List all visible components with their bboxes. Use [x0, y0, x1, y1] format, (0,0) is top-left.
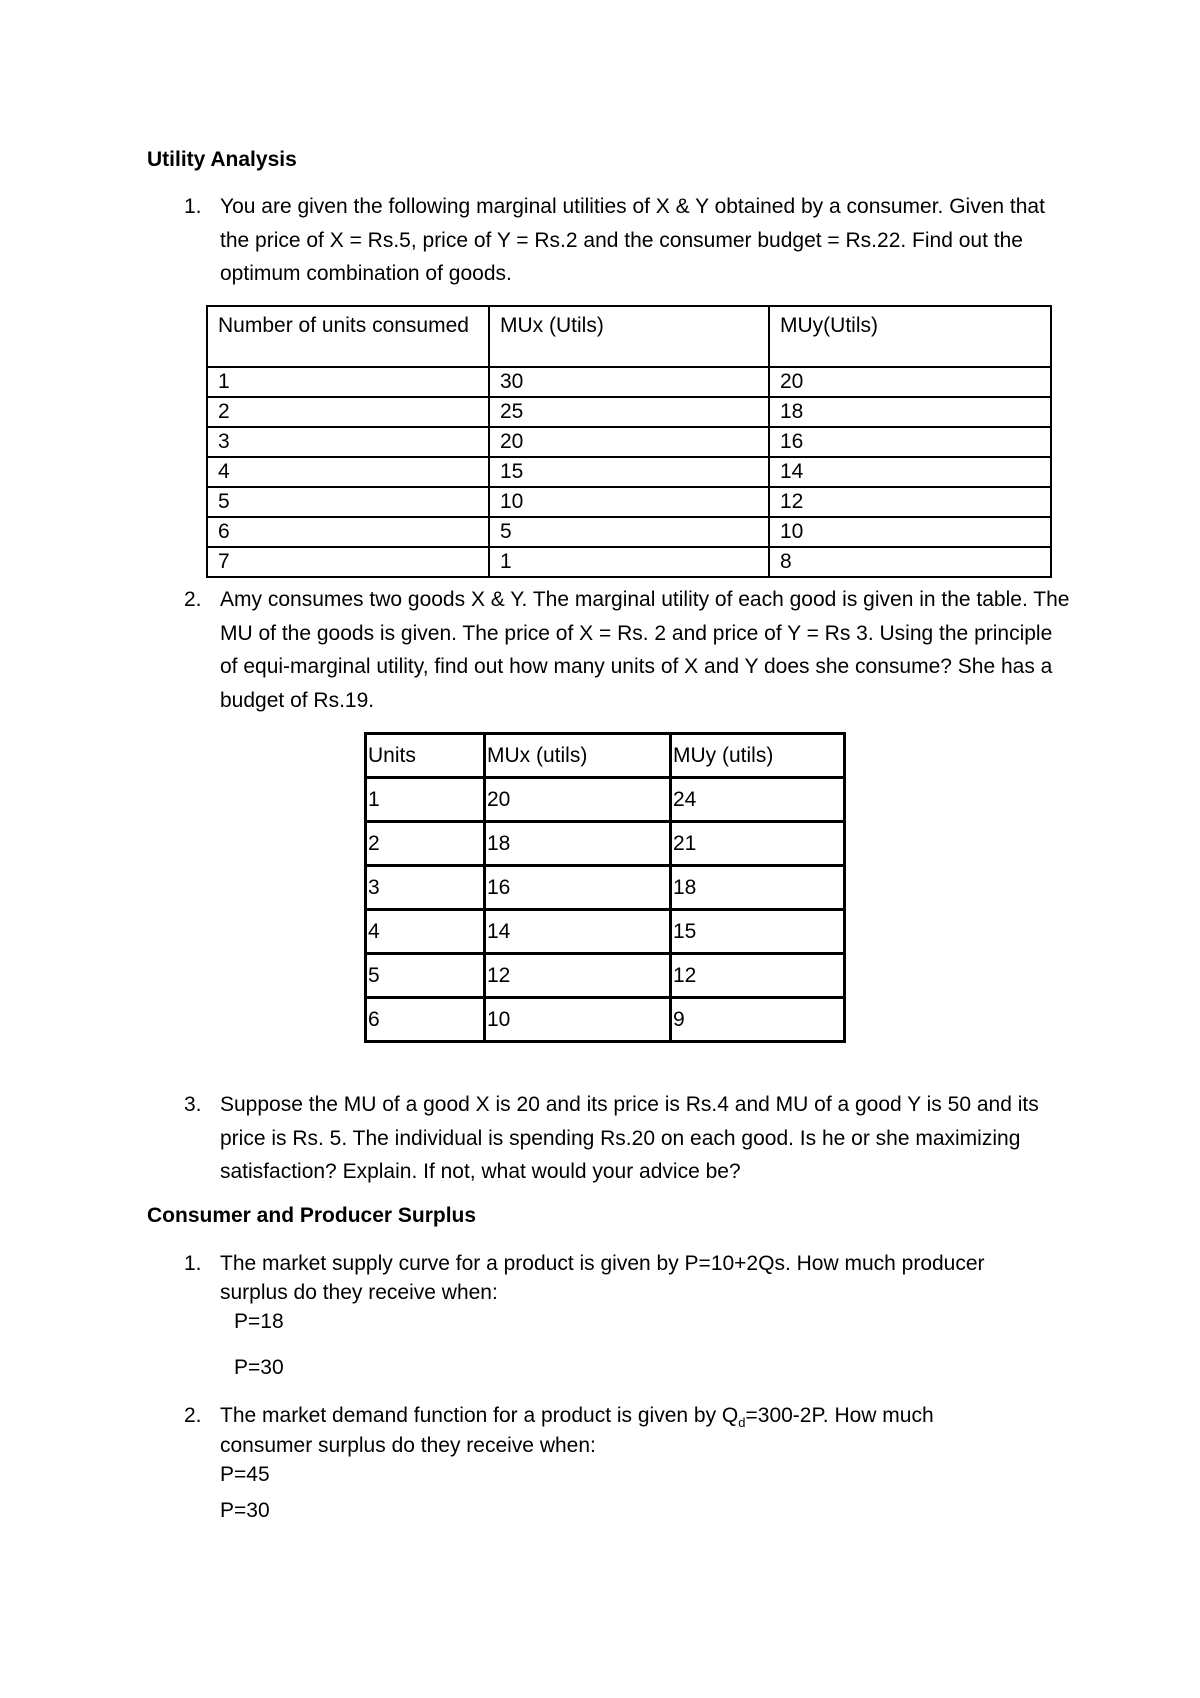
question-text-part: The market demand function for a product is given by Q — [220, 1404, 739, 1427]
table-cell: 9 — [671, 998, 845, 1042]
question-number: 2. — [184, 1404, 202, 1427]
table-header-cell: MUx (Utils) — [489, 306, 769, 367]
table-cell: 2 — [366, 822, 485, 866]
table-cell: 20 — [769, 367, 1051, 397]
table-cell: 5 — [207, 487, 489, 517]
price-value: P=30 — [234, 1356, 284, 1379]
table-cell: 1 — [366, 778, 485, 822]
price-value: P=45 — [220, 1463, 270, 1486]
section-heading-surplus: Consumer and Producer Surplus — [147, 1204, 477, 1227]
table-cell: 16 — [485, 866, 671, 910]
table-cell: 18 — [769, 397, 1051, 427]
question-text: Suppose the MU of a good X is 20 and its price is Rs.4 and MU of a good Y is 50 and its price is Rs. 5. The individual is spending Rs.20 on each good. Is he or she maximizing satisfaction? Explain. If not, what would your advice be? — [220, 1093, 1039, 1183]
table-cell: 12 — [485, 954, 671, 998]
price-value: P=18 — [234, 1310, 284, 1333]
table-row — [207, 397, 1051, 427]
table-cell: 14 — [485, 910, 671, 954]
marginal-utility-table-1 — [206, 305, 1052, 578]
question-text-line: The market supply curve for a product is given by P=10+2Qs. How much producer — [220, 1252, 985, 1275]
table-header-row — [207, 306, 1051, 367]
table-cell: 16 — [769, 427, 1051, 457]
table-cell: 21 — [671, 822, 845, 866]
table-cell: 30 — [489, 367, 769, 397]
table-cell: 5 — [366, 954, 485, 998]
question-text-line: surplus do they receive when: — [220, 1281, 498, 1304]
table-row — [366, 866, 845, 910]
table-cell: 1 — [207, 367, 489, 397]
table-cell: 3 — [207, 427, 489, 457]
question-number: 1. — [184, 1252, 202, 1275]
table-row — [366, 778, 845, 822]
table-header-cell: Units — [366, 734, 485, 778]
question-number: 1. — [184, 195, 202, 218]
table-cell: 12 — [769, 487, 1051, 517]
question-text-part: =300-2P. How much — [745, 1404, 934, 1427]
question-text-line: consumer surplus do they receive when: — [220, 1434, 596, 1457]
section-heading-utility: Utility Analysis — [147, 148, 297, 171]
table-cell: 6 — [207, 517, 489, 547]
table-row — [366, 822, 845, 866]
table-cell: 3 — [366, 866, 485, 910]
table-header-cell: MUx (utils) — [485, 734, 671, 778]
question-text: You are given the following marginal utilities of X & Y obtained by a consumer. Given that the price of X = Rs.5, price of Y = Rs.2 and the consumer budget = Rs.22. Find out the optimum combination of goods. — [220, 195, 1045, 285]
subscript: d — [738, 1415, 746, 1431]
table-row — [207, 367, 1051, 397]
table-cell: 8 — [769, 547, 1051, 577]
table-cell: 10 — [485, 998, 671, 1042]
table-row — [366, 910, 845, 954]
table-row — [207, 427, 1051, 457]
table-row — [207, 517, 1051, 547]
table-cell: 20 — [485, 778, 671, 822]
question-text: Amy consumes two goods X & Y. The marginal utility of each good is given in the table. The MU of the goods is given. The price of X = Rs. 2 and price of Y = Rs 3. Using the principle of equi-marginal utility, find out how many units of X and Y does she consume? She has a budget of Rs.19. — [220, 588, 1070, 712]
table-cell: 4 — [207, 457, 489, 487]
table-row — [366, 998, 845, 1042]
table-row — [366, 954, 845, 998]
table-header-cell: MUy(Utils) — [769, 306, 1051, 367]
table-cell: 1 — [489, 547, 769, 577]
table-header-cell: MUy (utils) — [671, 734, 845, 778]
question-number: 2. — [184, 588, 202, 611]
table-cell: 18 — [671, 866, 845, 910]
table-cell: 18 — [485, 822, 671, 866]
table-row — [207, 547, 1051, 577]
table-header-row — [366, 734, 845, 778]
table-row — [207, 457, 1051, 487]
table-cell: 2 — [207, 397, 489, 427]
marginal-utility-table-2 — [364, 732, 846, 1043]
table-cell: 15 — [671, 910, 845, 954]
table-cell: 20 — [489, 427, 769, 457]
table-cell: 15 — [489, 457, 769, 487]
table-cell: 12 — [671, 954, 845, 998]
table-cell: 14 — [769, 457, 1051, 487]
table-row — [207, 487, 1051, 517]
table-cell: 6 — [366, 998, 485, 1042]
table-cell: 25 — [489, 397, 769, 427]
table-cell: 10 — [769, 517, 1051, 547]
question-number: 3. — [184, 1093, 202, 1116]
table-header-cell: Number of units consumed — [207, 306, 489, 367]
table-cell: 24 — [671, 778, 845, 822]
table-cell: 7 — [207, 547, 489, 577]
table-cell: 4 — [366, 910, 485, 954]
price-value: P=30 — [220, 1499, 270, 1522]
table-cell: 5 — [489, 517, 769, 547]
table-cell: 10 — [489, 487, 769, 517]
